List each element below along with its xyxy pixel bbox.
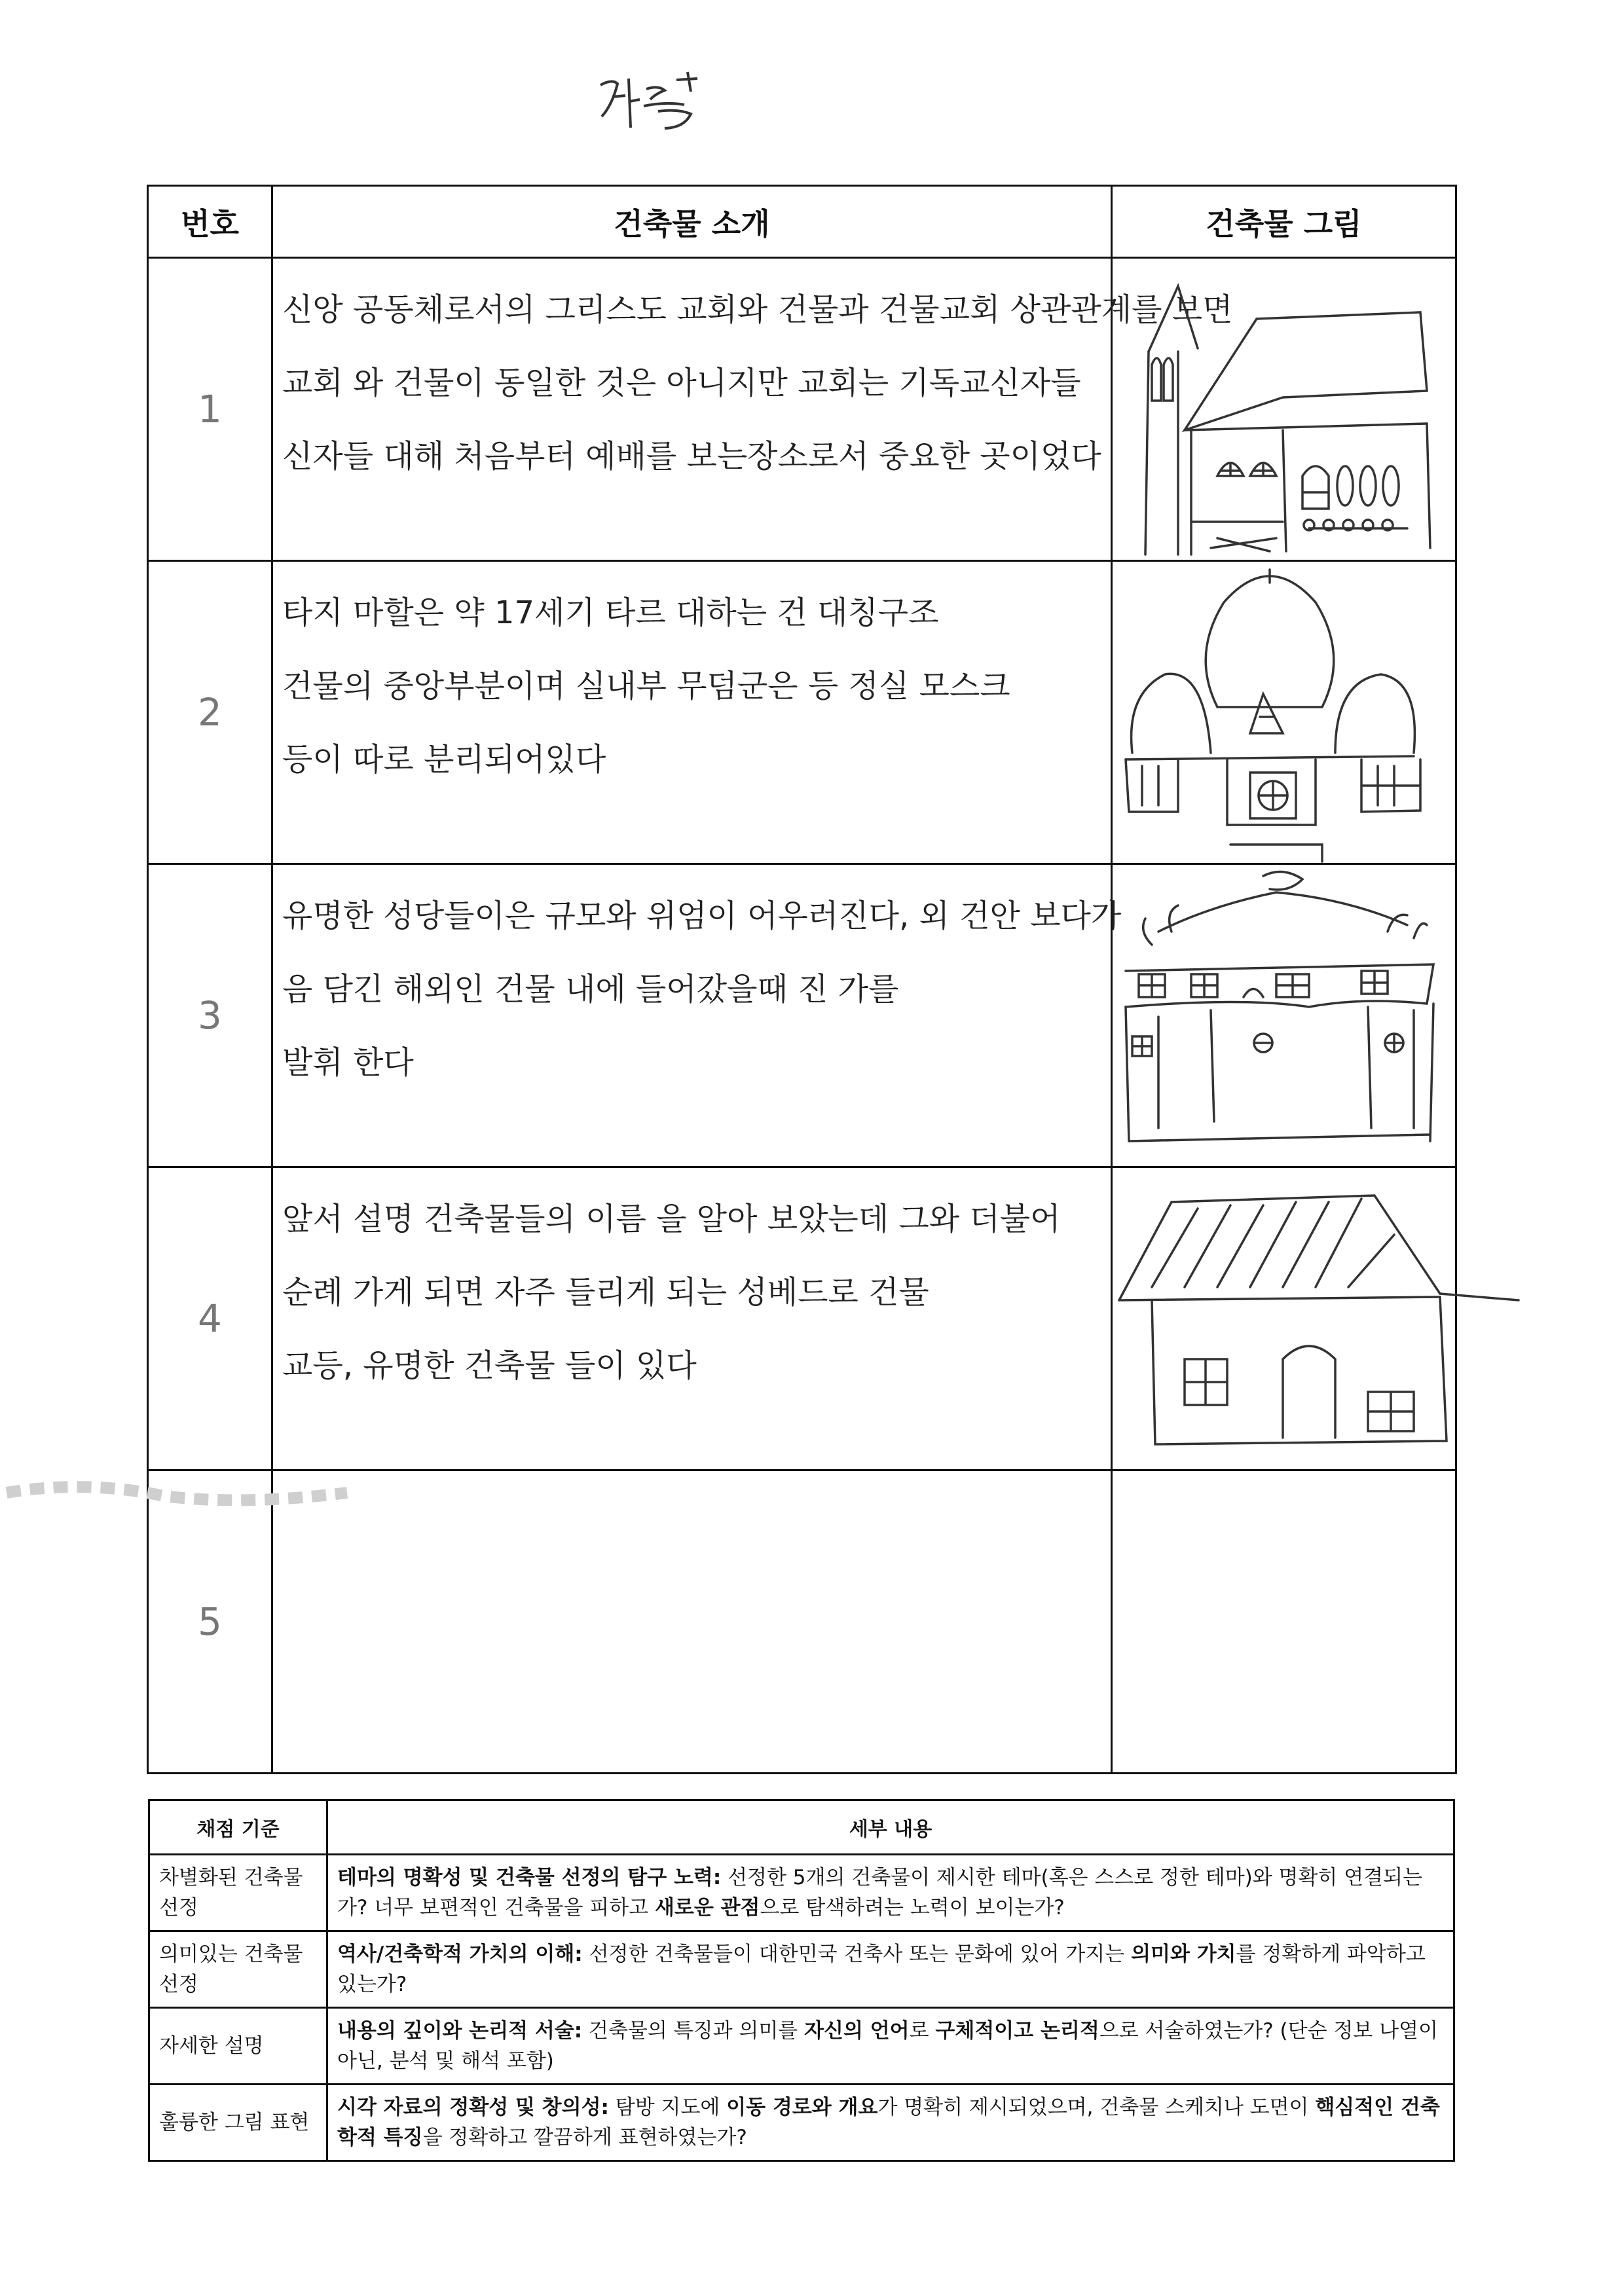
row-description: [272, 561, 1112, 864]
description-line: 건물의 중앙부분이며 실내부 무덤군은 등 정실 모스크: [282, 668, 1010, 704]
criteria-row: [149, 2008, 1454, 2085]
detail-keyword: 구체적이고 논리적: [935, 2019, 1099, 2043]
detail-keyword: 시각 자료의 정확성 및 창의성:: [337, 2096, 609, 2119]
row-number: 5: [148, 1470, 272, 1774]
row-drawing: [1112, 561, 1456, 864]
criterion-name: 차별화된 건축물 선정: [149, 1855, 327, 1931]
description-line: 유명한 성당들이은 규모와 위엄이 어우러진다, 외 건안 보다가: [282, 898, 1122, 934]
criteria-row: [149, 1855, 1454, 1931]
description-line: 타지 마할은 약 17세기 타르 대하는 건 대칭구조: [282, 594, 939, 631]
row-number: 1: [148, 258, 272, 561]
criterion-detail: [327, 2085, 1454, 2161]
header-drawing: 건축물 그림: [1112, 186, 1456, 258]
row-drawing: [1112, 1167, 1456, 1470]
description-line: 발휘 한다: [282, 1044, 414, 1081]
criteria-header-details: 세부 내용: [327, 1800, 1454, 1855]
criteria-row: [149, 1931, 1454, 2008]
row-description: [272, 1470, 1112, 1774]
header-intro: 건축물 소개: [272, 186, 1112, 258]
detail-keyword: 이동 경로와 개요: [726, 2096, 878, 2119]
criterion-name: 자세한 설명: [149, 2008, 327, 2085]
criterion-detail: [327, 1855, 1454, 1931]
detail-keyword: 의미와 가치: [1131, 1942, 1236, 1966]
table-row: [148, 561, 1456, 864]
description-line: 교등, 유명한 건축물 들이 있다: [282, 1347, 697, 1384]
house-drawing: [1113, 1169, 1453, 1468]
criteria-header-row: [149, 1800, 1454, 1855]
description-line: 신자들 대해 처음부터 예배를 보는장소로서 중요한 곳이었다: [282, 438, 1101, 475]
criterion-name: 의미있는 건축물 선정: [149, 1931, 327, 2008]
detail-text: 로: [909, 2019, 936, 2043]
cathedral-drawing: [1113, 866, 1453, 1165]
description-line: 교회 와 건물이 동일한 것은 아니지만 교회는 기독교신자들: [282, 365, 1081, 401]
detail-text: 탐방 지도에: [608, 2096, 727, 2119]
detail-keyword: 자신의 언어: [804, 2019, 910, 2043]
table-row: [148, 864, 1456, 1167]
table-row: [148, 1167, 1456, 1470]
student-signature: [593, 65, 710, 137]
detail-keyword: 핵심적인 건축학적 특징: [337, 2096, 1440, 2149]
table-header-row: [148, 186, 1456, 258]
detail-text: 선정한 5개의 건축물이 제시한 테마(혹은 스스로 정한 테마)와 명확히 연결되는가? 너무 보편적인 건축물을 피하고: [337, 1866, 1423, 1920]
detail-keyword: 새로운 관점: [654, 1896, 760, 1920]
scan-smudge: [7, 1467, 347, 1525]
detail-text: 를 정확하게 파악하고 있는가?: [337, 1942, 1426, 1996]
description-line: 등이 따로 분리되어있다: [282, 741, 606, 778]
criteria-row: [149, 2085, 1454, 2161]
description-line: 음 담긴 해외인 건물 내에 들어갔을때 진 가를: [282, 971, 899, 1008]
row-number: 4: [148, 1167, 272, 1470]
row-description: [272, 258, 1233, 561]
detail-text: 가 명확히 제시되었으며, 건축물 스케치나 도면이: [877, 2096, 1316, 2119]
detail-keyword: 테마의 명확성 및 건축물 선정의 탐구 노력:: [337, 1866, 722, 1889]
criterion-name: 훌륭한 그림 표현: [149, 2085, 327, 2161]
description-line: 신앙 공동체로서의 그리스도 교회와 건물과 건물교회 상관관계를 보면: [282, 291, 1233, 328]
row-description: [272, 1167, 1112, 1470]
detail-text: 건축물의 특징과 의미를: [582, 2019, 805, 2043]
header-number: 번호: [148, 186, 272, 258]
criterion-detail: [327, 2008, 1454, 2085]
taj-mahal-drawing: [1113, 563, 1453, 862]
row-description: [272, 864, 1122, 1167]
description-line: 순례 가게 되면 자주 들리게 되는 성베드로 건물: [282, 1274, 929, 1311]
row-drawing: [1112, 1470, 1456, 1774]
detail-text: 으로 탐색하려는 노력이 보이는가?: [760, 1896, 1065, 1920]
row-number: 3: [148, 864, 272, 1167]
detail-text: 을 정확하고 깔끔하게 표현하였는가?: [422, 2126, 747, 2149]
grading-criteria-table: [148, 1799, 1455, 2162]
detail-keyword: 역사/건축학적 가치의 이해:: [337, 1942, 583, 1966]
criterion-detail: [327, 1931, 1454, 2008]
row-number: 2: [148, 561, 272, 864]
detail-text: 선정한 건축물들이 대한민국 건축사 또는 문화에 있어 가지는: [582, 1942, 1132, 1966]
criteria-header-criterion: 채점 기준: [149, 1800, 327, 1855]
detail-text: 으로 서술하였는가? (단순 정보 나열이 아닌, 분석 및 해석 포함): [337, 2019, 1438, 2073]
description-line: 앞서 설명 건축물들의 이름 을 알아 보았는데 그와 더불어: [282, 1201, 1061, 1237]
row-drawing: [1112, 258, 1456, 561]
church-drawing: [1113, 260, 1453, 558]
row-drawing: [1112, 864, 1456, 1167]
architecture-table: [147, 185, 1457, 1774]
detail-keyword: 내용의 깊이와 논리적 서술:: [337, 2019, 583, 2043]
table-row: [148, 258, 1456, 561]
